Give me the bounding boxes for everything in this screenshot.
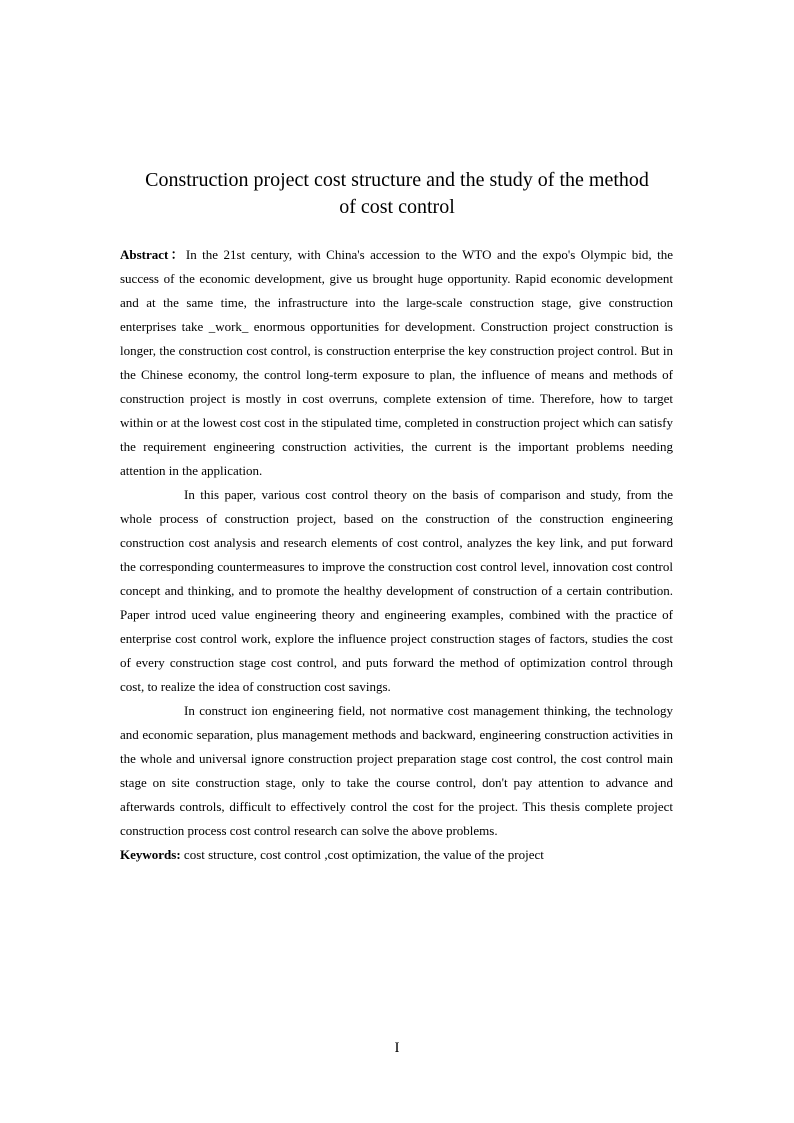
abstract-paragraph-1 [120, 243, 673, 483]
keywords-line [120, 843, 673, 867]
keywords-label: Keywords: [120, 847, 181, 862]
page-number: I [394, 1040, 400, 1056]
paper-title-line-2: of cost control [339, 196, 455, 218]
abstract-paragraph-1-text: In the 21st century, with China's accession to the WTO and the expo's Olympic bid, the success of the economic development, give us brought huge opportunity. Rapid economic development and at the same time, the infrastructure into the large-scale construction stage, give construction enterprises take _work_ enormous opportunities for development. Construction project construction is longer, the construction cost control, is construction enterprise the key construction project control. But in the Chinese economy, the control long-term exposure to plan, the influence of means and methods of construction project is mostly in cost overruns, complete extension of time. Therefore, how to target within or at the lowest cost cost in the stipulated time, completed in construction project which can satisfy the requirement engineering construction activities, the current is the important problems needing attention in the application. [120, 247, 673, 478]
abstract-label: Abstract： [120, 247, 186, 262]
abstract-section [120, 243, 673, 867]
abstract-paragraph-3: In construct ion engineering field, not normative cost management thinking, the technology and economic separation, plus management methods and backward, engineering construction activities in the whole and universal ignore construction project preparation stage cost control, the cost control main stage on site construction stage, only to take the course control, don't pay attention to advance and afterwards controls, difficult to effectively control the cost for the project. This thesis complete project construction process cost control research can solve the above problems. [120, 703, 673, 838]
paper-title [100, 167, 694, 221]
abstract-paragraph-2: In this paper, various cost control theory on the basis of comparison and study, from the whole process of construction project, based on the construction of the construction engineering construction cost analysis and research elements of cost control, analyzes the key link, and put forward the corresponding countermeasures to improve the construction cost control level, innovation cost control concept and thinking, and to promote the healthy development of construction of a certain contribution. Paper introd uced value engineering theory and engineering examples, combined with the practice of enterprise cost control work, explore the influence project construction stages of factors, studies the cost of every construction stage cost control, and puts forward the method of optimization control through cost, to realize the idea of construction cost savings. [120, 487, 673, 694]
keywords-text: cost structure, cost control ,cost optimization, the value of the project [180, 847, 544, 862]
paper-title-line-1: Construction project cost structure and the study of the method [145, 169, 649, 191]
